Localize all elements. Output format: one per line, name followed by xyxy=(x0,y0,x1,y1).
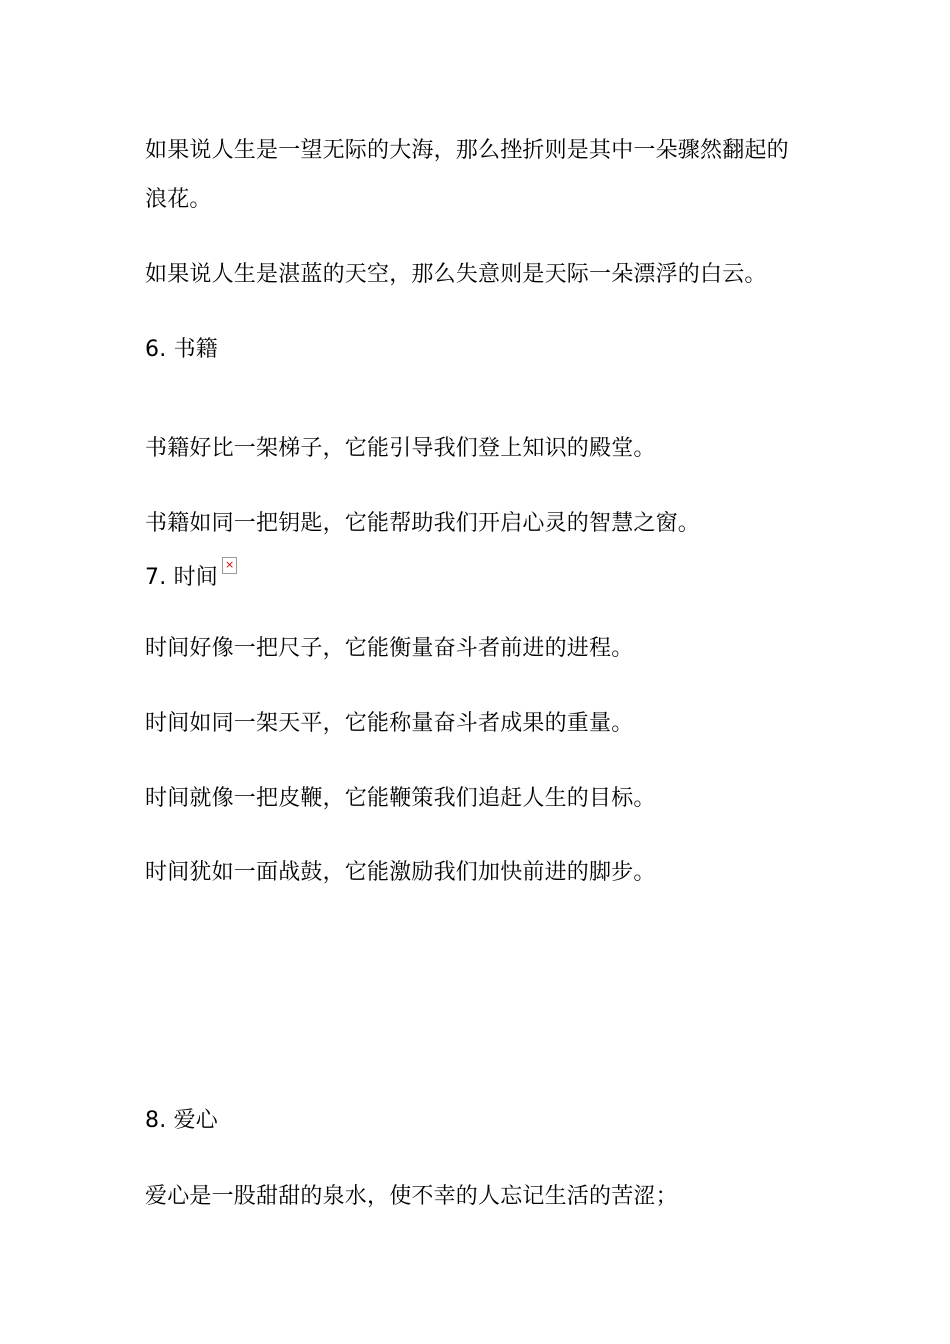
section-heading-love: 8. 爱心 xyxy=(145,1108,218,1133)
broken-image-icon xyxy=(222,557,237,574)
paragraph-life-sea-line2: 浪花。 xyxy=(145,187,212,212)
paragraph-time-ruler: 时间好像一把尺子，它能衡量奋斗者前进的进程。 xyxy=(145,636,634,661)
broken-image-glyph: × xyxy=(225,558,235,571)
paragraph-books-key: 书籍如同一把钥匙，它能帮助我们开启心灵的智慧之窗。 xyxy=(145,511,701,536)
paragraph-time-scale: 时间如同一架天平，它能称量奋斗者成果的重量。 xyxy=(145,711,634,736)
paragraph-books-ladder: 书籍好比一架梯子，它能引导我们登上知识的殿堂。 xyxy=(145,436,656,461)
paragraph-time-drum: 时间犹如一面战鼓，它能激励我们加快前进的脚步。 xyxy=(145,860,656,885)
paragraph-time-whip: 时间就像一把皮鞭，它能鞭策我们追赶人生的目标。 xyxy=(145,786,656,811)
section-heading-books: 6. 书籍 xyxy=(145,337,218,362)
section-heading-time: 7. 时间 xyxy=(145,565,218,590)
paragraph-life-sky: 如果说人生是湛蓝的天空，那么失意则是天际一朵漂浮的白云。 xyxy=(145,262,767,287)
paragraph-life-sea-line1: 如果说人生是一望无际的大海，那么挫折则是其中一朵骤然翻起的 xyxy=(145,138,789,163)
paragraph-love-spring: 爱心是一股甜甜的泉水，使不幸的人忘记生活的苦涩； xyxy=(145,1184,678,1209)
